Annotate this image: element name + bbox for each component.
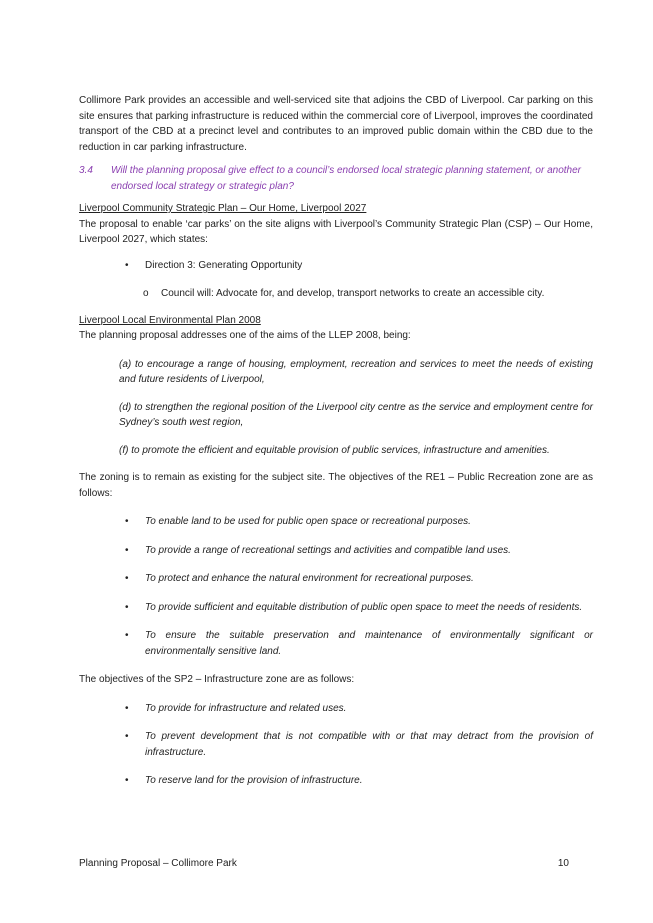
sp2-objective: To prevent development that is not compatible with or that may detract from the provision of infrastructure. [145,731,593,758]
llep-aim: (d) to strengthen the regional position of the Liverpool city centre as the service and employment centre for Sydney’s south west region, [119,401,593,428]
footer-title: Planning Proposal – Collimore Park [79,858,237,869]
bullet-icon: • [125,601,129,613]
list-item [79,773,593,789]
list-item [79,571,593,587]
page-number: 10 [557,858,569,869]
bullet-icon: • [125,516,129,527]
re1-objective: To provide a range of recreational settings and activities and compatible land uses. [145,544,511,556]
sp2-text: The objectives of the SP2 – Infrastructure zone are as follows: [79,674,355,685]
document-body [79,93,593,802]
section-question [79,163,593,194]
list-item [79,729,593,760]
page-footer [79,856,569,872]
list-item [79,600,593,616]
question-text: Will the planning proposal give effect to a council’s endorsed local strategic planning statement, or another endorsed local strategy or strategic plan? [111,165,582,192]
csp-sub-bullet-list [79,286,593,302]
bullet-icon: • [125,259,129,271]
csp-council-statement: Council will: Advocate for, and develop, transport networks to create an accessible city. [161,288,545,299]
bullet-icon: • [125,544,129,556]
bullet-icon: • [125,702,129,714]
llep-heading: Liverpool Local Environmental Plan 2008 [79,314,261,326]
list-item [79,628,593,659]
re1-objective: To ensure the suitable preservation and maintenance of environmentally significant or environmentally sensitive land. [145,630,593,657]
list-item [79,258,593,274]
csp-direction: Direction 3: Generating Opportunity [145,259,303,271]
list-item [79,543,593,559]
llep-aim: (f) to promote the efficient and equitable provision of public services, infrastructure and amenities. [119,444,550,456]
sp2-objective: To reserve land for the provision of infrastructure. [145,775,363,786]
llep-text: The planning proposal addresses one of the aims of the LLEP 2008, being: [79,330,411,341]
sp2-objectives-list [79,701,593,789]
re1-objective: To enable land to be used for public open space or recreational purposes. [145,516,471,527]
bullet-icon: • [125,731,129,742]
re1-text: The zoning is to remain as existing for the subject site. The objectives of the RE1 – Public Recreation zone are as follows: [79,472,593,499]
list-item [79,701,593,717]
question-number: 3.4 [79,165,93,176]
csp-text: The proposal to enable ‘car parks’ on the site aligns with Liverpool’s Community Strategic Plan (CSP) – Our Home, Liverpool 2027, which states: [79,218,593,245]
llep-aim: (a) to encourage a range of housing, employment, recreation and services to meet the needs of existing and future residents of Liverpool, [119,358,593,385]
bullet-icon: • [125,630,129,641]
circle-bullet-icon: o [143,288,149,299]
sp2-objective: To provide for infrastructure and related uses. [145,702,347,714]
csp-heading: Liverpool Community Strategic Plan – Our Home, Liverpool 2027 [79,203,367,214]
list-item [79,514,593,530]
csp-bullet-list [79,258,593,274]
bullet-icon: • [125,775,129,786]
re1-objective: To provide sufficient and equitable distribution of public open space to meet the needs of residents. [145,601,583,613]
re1-objective: To protect and enhance the natural environment for recreational purposes. [145,573,474,584]
bullet-icon: • [125,573,129,584]
list-item [79,286,593,302]
re1-objectives-list [79,514,593,659]
intro-paragraph: Collimore Park provides an accessible and well-serviced site that adjoins the CBD of Liverpool. Car parking on this site ensures that parking infrastructure is reduced within the commercial core of Liverpool, improves the coordinated transport of the CBD at a precinct level and contributes to an improved public domain within the CBD due to the reduction in car parking infrastructure. [79,95,593,153]
